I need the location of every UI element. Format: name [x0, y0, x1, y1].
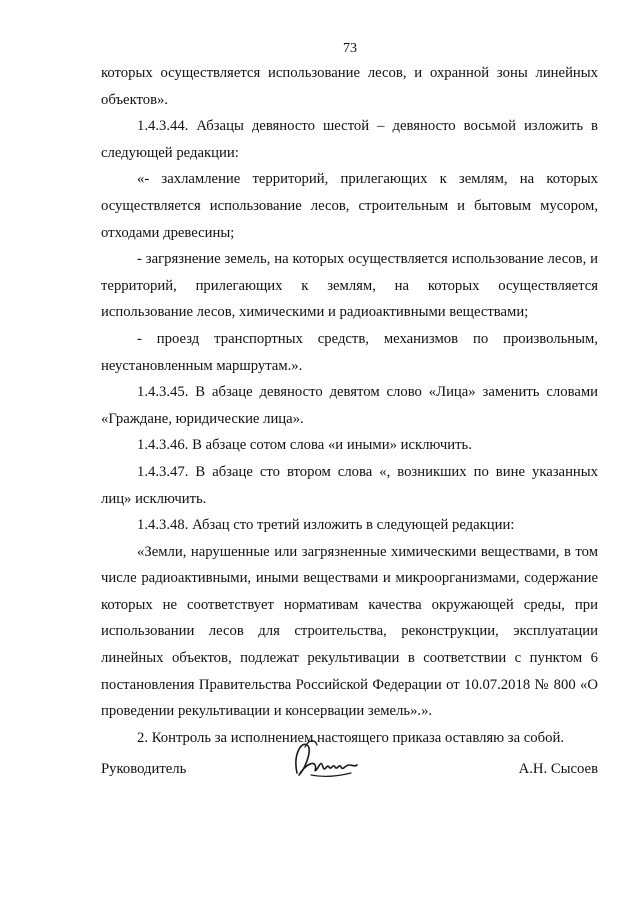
paragraph-1-4-3-47: 1.4.3.47. В абзаце сто втором слова «, возникших по вине указанных лиц» исключить.: [101, 463, 598, 507]
quoted-item-littering: «- захламление территорий, прилегающих к землям, на которых осуществляется использование лесов, строительным и бытовым мусором, отходами древесины;: [101, 171, 598, 241]
paragraph-1-4-3-45: 1.4.3.45. В абзаце девяносто девятом слово «Лица» заменить словами «Граждане, юридические лица».: [101, 384, 598, 427]
quoted-item-pollution: - загрязнение земель, на которых осуществляется использование лесов, и территорий, прилегающих к землям, на которых осуществляется использование лесов, химическими и радиоактивными веществами;: [101, 251, 598, 321]
paragraph-continuation: которых осуществляется использование лесов, и охранной зоны линейных объектов».: [101, 65, 598, 108]
page-number: 73: [343, 41, 357, 56]
signatory-title: Руководитель: [101, 761, 187, 777]
quoted-new-wording: «Земли, нарушенные или загрязненные химическими веществами, в том числе радиоактивными, иными веществами и микроорганизмами, содержание которых не соответствует нормативам качества окружающей среды, при использовании лесов для строительства, реконструкции, эксплуатации линейных объектов, подлежат рекультивации в соответствии с пунктом 6 постановления Правительства Российской Федерации от 10.07.2018 № 800 «О проведении рекультивации и консервации земель».».: [101, 543, 598, 720]
paragraph-control: 2. Контроль за исполнением настоящего приказа оставляю за собой.: [137, 729, 564, 746]
paragraph-1-4-3-44: 1.4.3.44. Абзацы девяносто шестой – девяносто восьмой изложить в следующей редакции:: [101, 118, 598, 161]
signatory-name: А.Н. Сысоев: [518, 761, 598, 777]
paragraph-1-4-3-48: 1.4.3.48. Абзац сто третий изложить в следующей редакции:: [137, 517, 515, 534]
handwritten-signature-icon: [291, 735, 361, 785]
paragraph-1-4-3-46: 1.4.3.46. В абзаце сотом слова «и иными» исключить.: [137, 437, 472, 454]
signature-block: [101, 735, 598, 795]
quoted-item-vehicles: - проезд транспортных средств, механизмов по произвольным, неустановленным маршрутам.».: [101, 330, 598, 374]
document-body: [101, 60, 598, 751]
